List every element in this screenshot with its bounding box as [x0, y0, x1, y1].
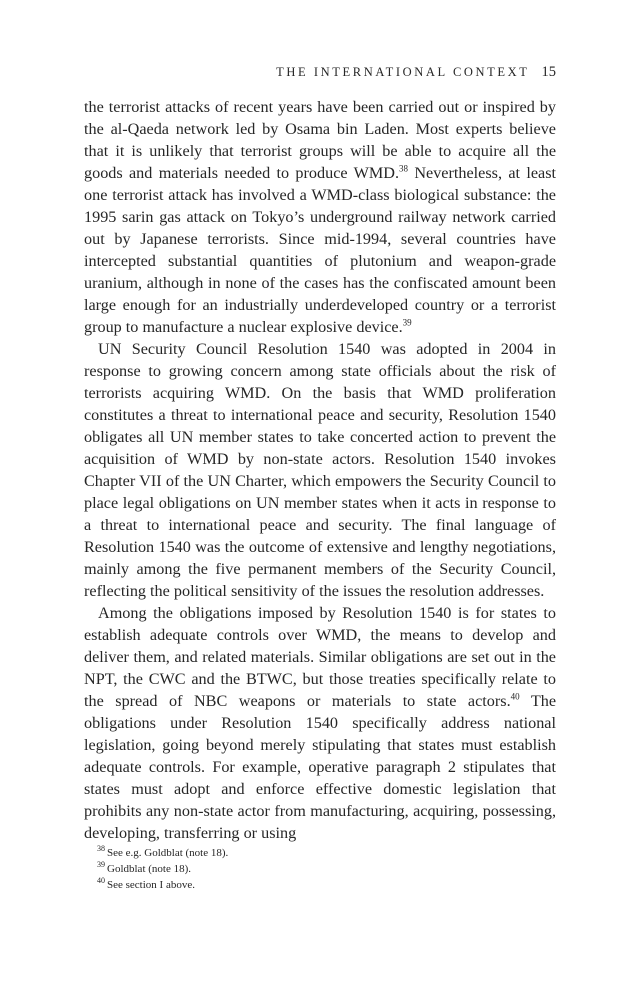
- running-title: THE INTERNATIONAL CONTEXT: [276, 65, 530, 79]
- footnote: [97, 845, 537, 861]
- paragraph-text: The obligations under Resolution 1540 specifically address national legislation, going beyond merely stipulating that states must establish adequate controls. For example, operative paragraph 2 stipulates that states must adopt and enforce effective domestic legislation that prohibits any non-state actor from manufacturing, acquiring, possessing, developing, transferring or using: [84, 692, 557, 842]
- footnote-reference: 40: [510, 691, 520, 702]
- paragraph: UN Security Council Resolution 1540 was adopted in 2004 in response to growing concern among state officials about the risk of terrorists acquiring WMD. On the basis that WMD proliferation constitutes a threat to international peace and security, Resolution 1540 obligates all UN member states to take concerted action to prevent the acquisition of WMD by non-state actors. Resolution 1540 invokes Chapter VII of the UN Charter, which empowers the Security Council to place legal obligations on UN member states when it acts in response to a threat to international peace and security. The final language of Resolution 1540 was the outcome of extensive and lengthy negotiations, mainly among the five permanent members of the Security Council, reflecting the political sensitivity of the issues the resolution addresses.: [84, 340, 556, 600]
- paragraph-text: the terrorist attacks of recent years have been carried out or inspired by the al-Qaeda network led by Osama bin Laden. Most experts believe that it is unlikely that terrorist groups will be able to acquire all the goods and materials needed to produce WMD.: [84, 98, 556, 182]
- paragraph: [84, 602, 556, 844]
- paragraph-text: Nevertheless, at least one terrorist attack has involved a WMD-class biological substance: the 1995 sarin gas attack on Tokyo’s underground railway network carried out by Japanese terrorists. Since mid-1994, several countries have intercepted substantial quantities of plutonium and weapon-grade uranium, although in none of the cases has the confiscated amount been large enough for an industrially underdeveloped country or a terrorist group to manufacture a nuclear explosive device.: [84, 164, 556, 336]
- footnote-number: 38: [97, 844, 105, 854]
- footnote-number: 39: [97, 860, 105, 870]
- footnote-reference: 38: [399, 163, 409, 174]
- footnotes: [97, 845, 537, 893]
- footnote-text: Goldblat (note 18).: [107, 863, 192, 875]
- paragraph: [84, 96, 556, 338]
- paragraph-text: Among the obligations imposed by Resolution 1540 is for states to establish adequate controls over WMD, the means to develop and deliver them, and related materials. Similar obligations are set out in the NPT, the CWC and the BTWC, but those treaties specifically relate to the spread of NBC weapons or materials to state actors.: [84, 604, 556, 710]
- running-header: [84, 64, 556, 84]
- body-text: [84, 96, 556, 844]
- footnote: [97, 877, 537, 893]
- footnote: [97, 861, 537, 877]
- footnote-number: 40: [97, 876, 105, 886]
- footnote-reference: 39: [402, 317, 412, 328]
- page-number: 15: [541, 64, 556, 80]
- footnote-text: See section I above.: [107, 879, 195, 891]
- footnote-text: See e.g. Goldblat (note 18).: [107, 847, 229, 859]
